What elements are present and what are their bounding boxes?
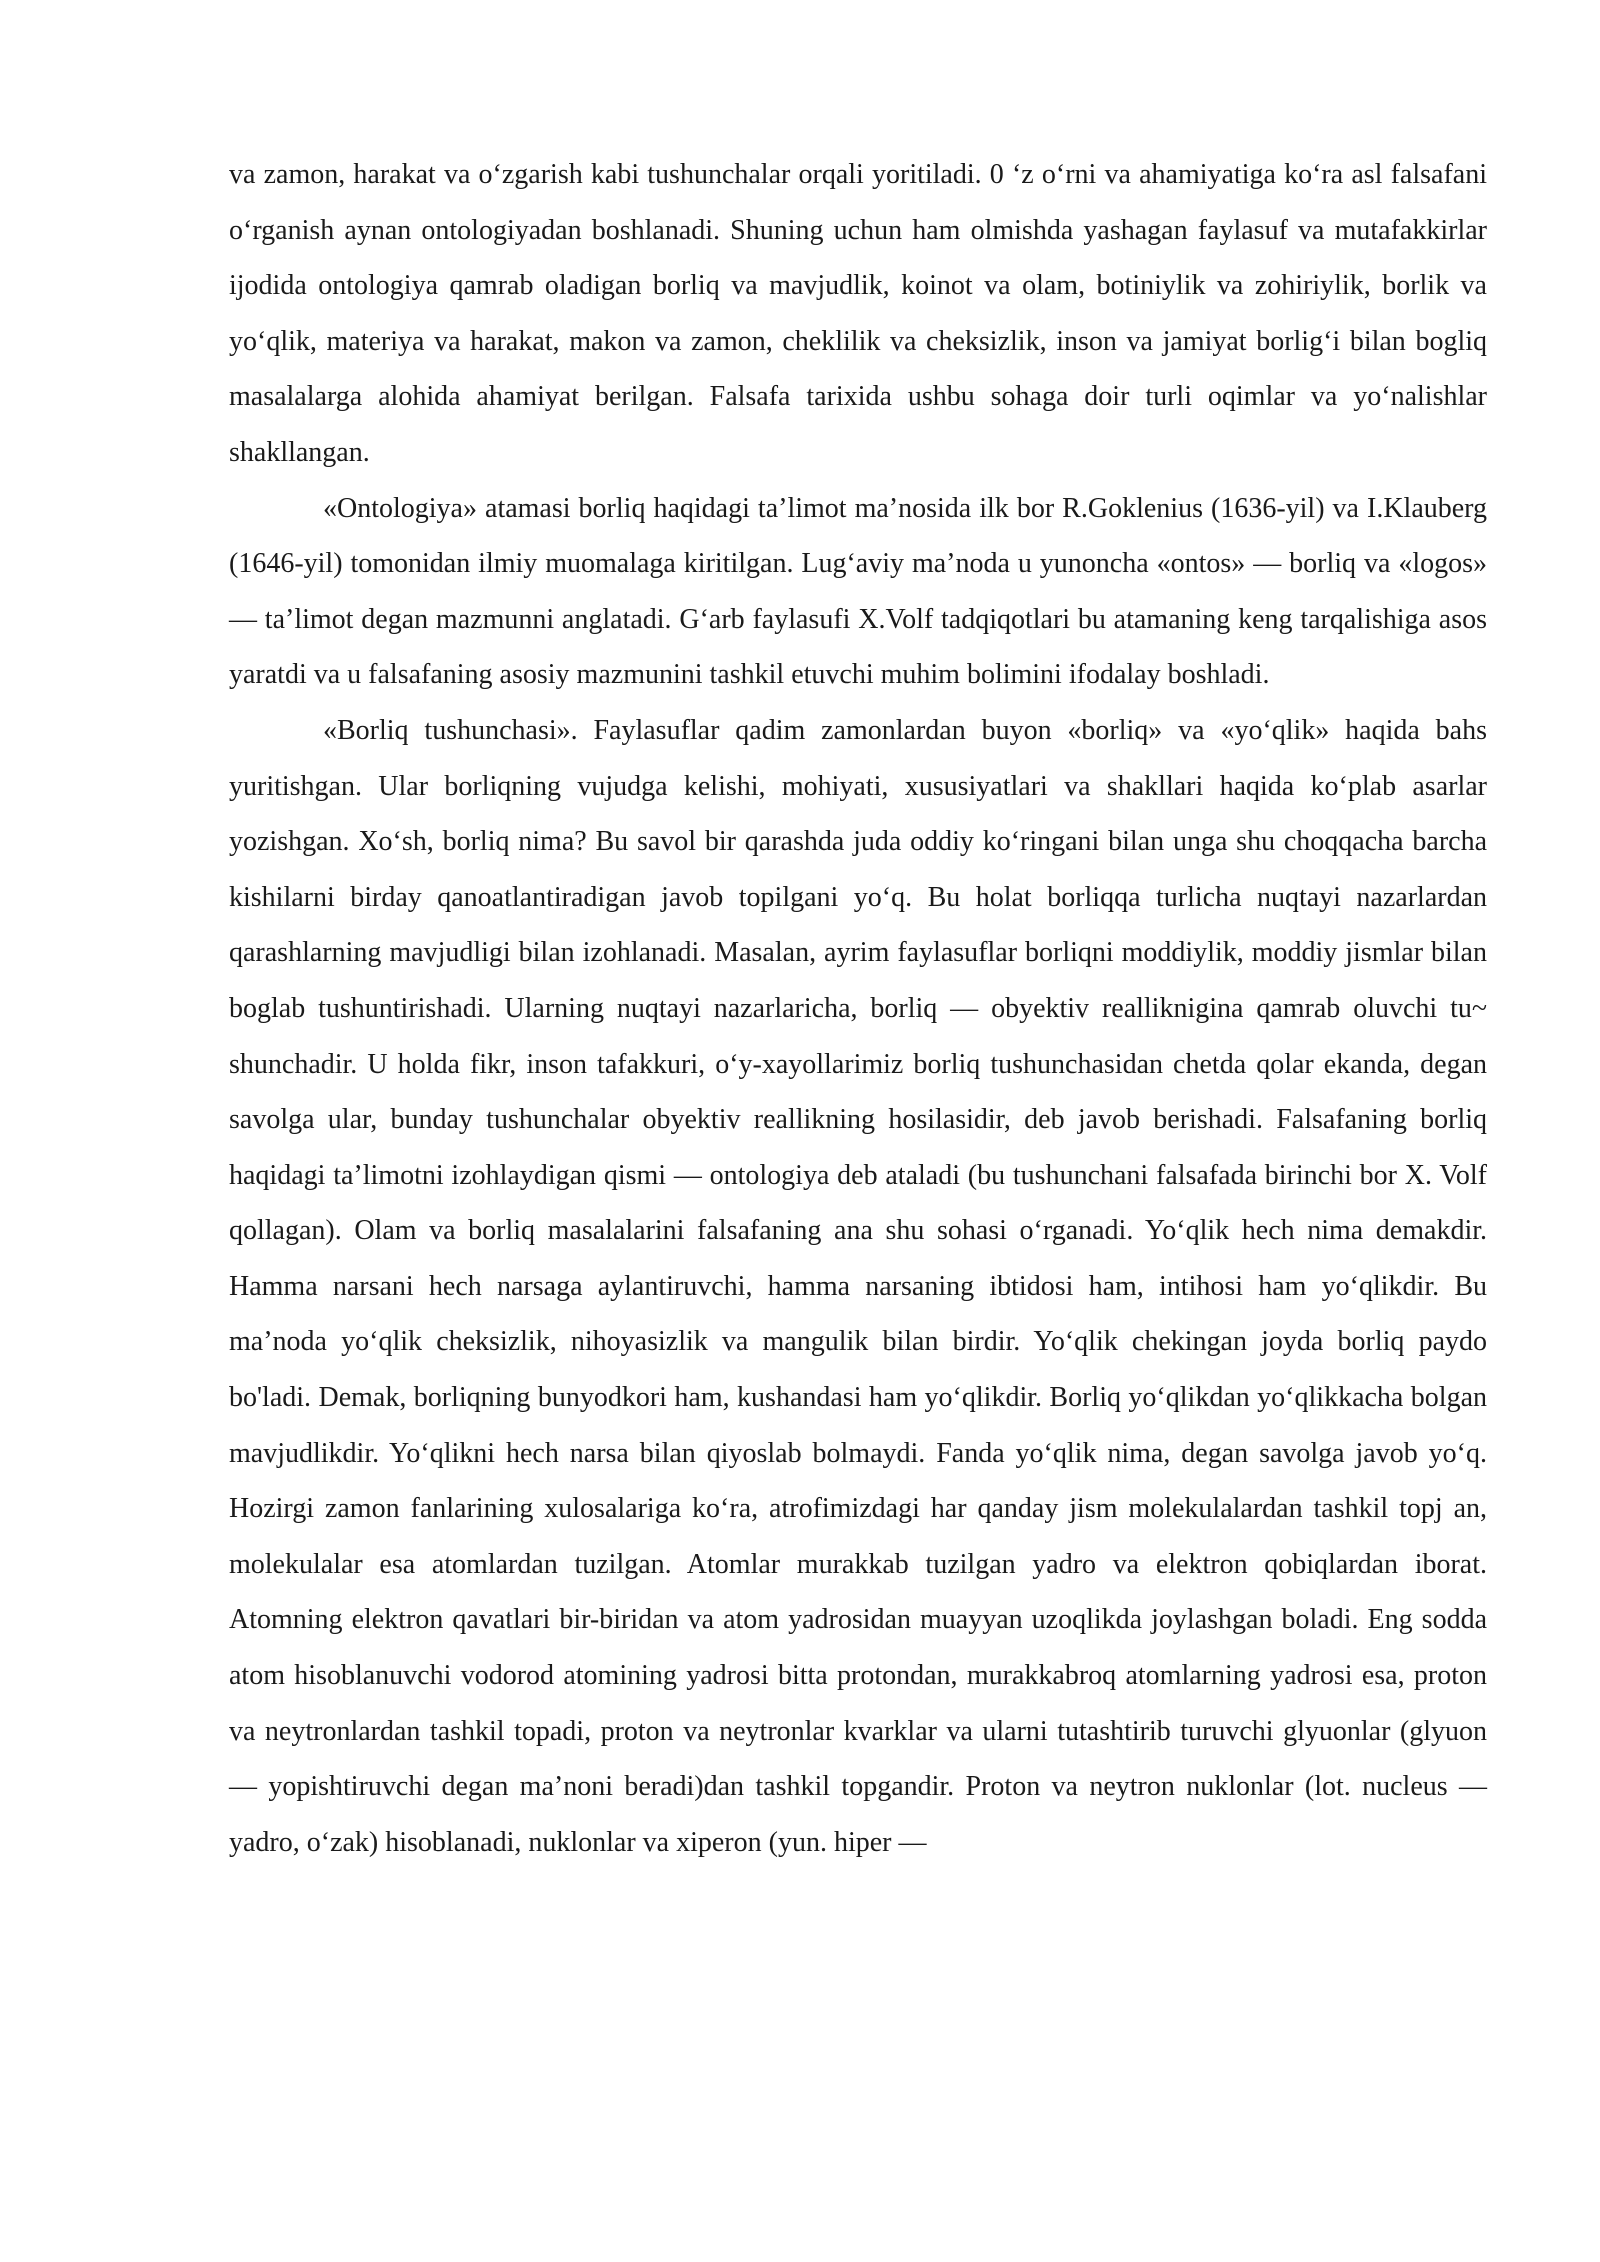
paragraph-borliq: «Borliq tushunchasi». Faylasuflar qadim zamonlardan buyon «borliq» va «yo‘qlik» haqida bahs yuritishgan. Ular borliqning vujudga kelishi, mohiyati, xususiyatlari va shakllari haqida ko‘plab asarlar yozishgan. Xo‘sh, borliq nima? Bu savol bir qarashda juda oddiy ko‘ringani bilan unga shu choqqacha barcha kishilarni birday qanoatlantiradigan javob topilgani yo‘q. Bu holat borliqqa turlicha nuqtayi nazarlardan qarashlarning mavjudligi bilan izohlanadi. Masalan, ayrim faylasuflar borliqni moddiylik, moddiy jismlar bilan boglab tushuntirishadi. Ularning nuqtayi nazarlaricha, borliq — obyektiv reallikniginа qamrab oluvchi tu~ shunchadir. U holda fikr, inson tafakkuri, o‘y-xayollarimiz borliq tushunchasidan chetda qolar ekanda, degan savolga ular, bunday tushunchalar obyektiv reallikning hosilasidir, deb javob berishadi. Falsafaning borliq haqidagi ta’limotni izohlaydigan qismi — ontologiya deb ataladi (bu tushunchani falsafada birinchi bor X. Volf qollagan). Olam va borliq masalalarini falsafaning ana shu sohasi o‘rganadi. Yo‘qlik hech nima demakdir. Hamma narsani hech narsaga aylantiruvchi, hamma narsaning ibtidosi ham, intihosi ham yo‘qlikdir. Bu ma’noda yo‘qlik cheksizlik, nihoyasizlik va mangulik bilan birdir. Yo‘qlik chekingan joyda borliq paydo bo'ladi. Demak, borliqning bunyodkori ham, kushandasi ham yo‘qlikdir. Borliq yo‘qlikdan yo‘qlikkacha bolgan mavjudlikdir. Yo‘qlikni hech narsa bilan qiyoslab bolmaydi. Fanda yo‘qlik nima, degan savolga javob yo‘q. Hozirgi zamon fanlarining xulosalariga ko‘ra, atrofimizdagi har qanday jism molekulalardan tashkil topj an, molekulalar esa atomlardan tuzilgan. Atomlar murakkab tuzilgan yadro va elektron qobiqlardan iborat. Atomning elektron qavatlari bir-biridan va atom yadrosidan muayyan uzoqlikda joylashgan boladi. Eng sodda atom hisoblanuvchi vodorod atomining yadrosi bitta protondan, murakkabroq atomlarning yadrosi esa, proton va neytronlardan tashkil topadi, proton va neytronlar kvarklar va ularni tutashtirib turuvchi glyuonlar (glyuon — yopishtiruvchi degan ma’noni beradi)dan tashkil topgandir. Proton va neytron nuklonlar (lot. nucleus — yadro, o‘zak) hisoblanadi, nuklonlar va xiperon (yun. hiper — — [229, 714, 1487, 1858]
document-page — [229, 147, 1487, 1870]
paragraph-ontologiya: «Ontologiya» atamasi borliq haqidagi ta’limot ma’nosida ilk bor R.Goklenius (1636-yil) va I.Klauberg (1646-yil) tomonidan ilmiy muomalaga kiritilgan. Lug‘aviy ma’noda u yunoncha «ontos» — borliq va «logos» — ta’limot degan mazmunni anglatadi. G‘arb faylasufi X.Volf tadqiqotlari bu atamaning keng tarqalishiga asos yaratdi va u falsafaning asosiy mazmunini tashkil etuvchi muhim bolimini ifodalay boshladi. — [229, 492, 1487, 691]
paragraph-intro: va zamon, harakat va o‘zgarish kabi tushunchalar orqali yoritiladi. 0 ‘z o‘rni va ahamiyatiga ko‘ra asl falsafani o‘rganish aynan ontologiyadan boshlanadi. Shuning uchun ham olmishda yashagan faylasuf va mutafakkirlar ijodida ontologiya qamrab oladigan borliq va mavjudlik, koinot va olam, botiniylik va zohiriylik, borlik va yo‘qlik, materiya va harakat, makon va zamon, cheklilik va cheksizlik, inson va jamiyat borlig‘i bilan bogliq masalalarga alohida ahamiyat berilgan. Falsafa tarixida ushbu sohaga doir turli oqimlar va yo‘nalishlar shakllangan. — [229, 159, 1487, 468]
